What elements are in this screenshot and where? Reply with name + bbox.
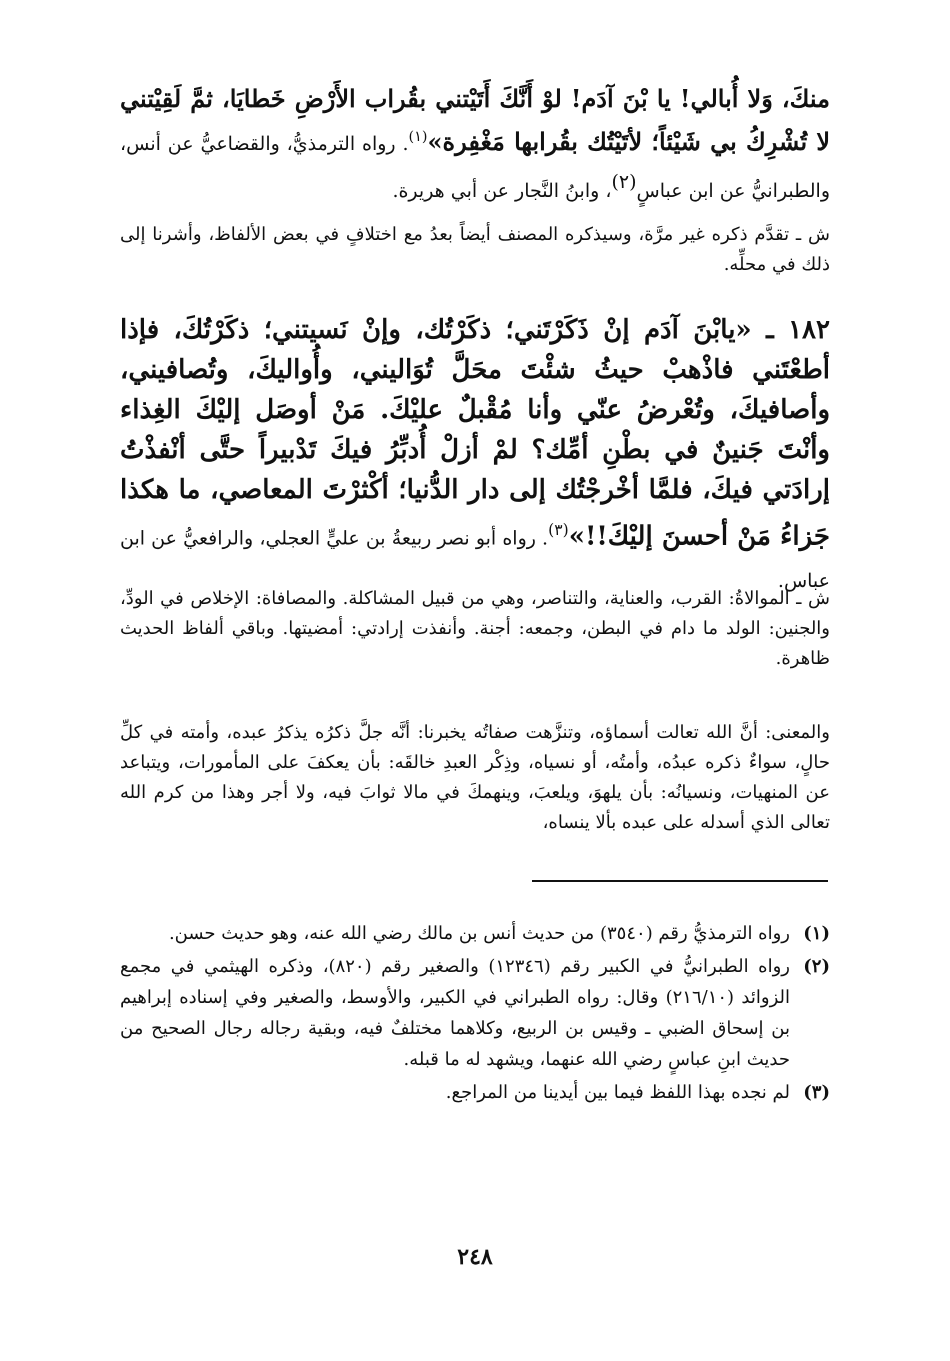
footnote-number: (٢) [803,956,830,977]
narration-text-end: ، وابنُ النَّجار عن أبي هريرة. [392,180,612,202]
footnote-text: لم نجده بهذا اللفظ فيما بين أيدينا من المراجع. [445,1082,790,1103]
page-number: ٢٤٨ [457,1244,493,1270]
footnote-text: رواه الترمذيُّ رقم (٣٥٤٠) من حديث أنس بن مالك رضي الله عنه، وهو حديث حسن. [168,923,790,944]
footnote-text: رواه الطبرانيُّ في الكبير رقم (١٢٣٤٦) والصغير رقم (٨٢٠)، وذكره الهيثمي في مجمع الزوائد (٢١٦/١٠) وقال: رواه الطبراني في الكبير، والأوسط، والصغير وفي إسناده إبراهيم بن إسحاق الضبي ـ وقيس بن الربيع، وكلاهما مختلفٌ فيه، وبقية رجاله رجال الصحيح من حديث ابنِ عباسٍ رضي الله عنهما، ويشهد له ما قبله. [120,956,790,1070]
footnote-number: (١) [803,923,830,944]
hadith-182 [120,310,830,601]
footnote-number: (٣) [803,1082,830,1103]
commentary-paragraph-1: ش ـ تقدَّم ذكره غير مرَّة، وسيذكره المصنف أيضاً بعدُ مع اختلافٍ في بعض الألفاظ، وأشرنا إلى ذلك في محلِّه. [120,224,830,275]
footnote-3 [120,1077,830,1108]
footnote-divider [532,880,828,882]
footnotes [120,918,830,1110]
commentary-paragraph-2: ش ـ الموالاةُ: القرب، والعناية، والتناصر، وهي من قبيل المشاكلة. والمصافاة: الإخلاص في الودِّ، والجنين: الولد ما دام في البطن، وجمعه: أجنة. وأنفذت إرادتي: أمضيتها. وباقي ألفاظ الحديث ظاهرة. [120,588,830,669]
narration-text: . رواه الترمذيُّ، والقضاعيُّ عن أنس، والطبرانيُّ عن ابن عباسٍ [120,133,830,202]
footnote-ref-1[interactable]: (١) [408,129,428,145]
hadith-continuation [120,80,830,210]
footnote-2 [120,951,830,1075]
hadith-text: ١٨٢ ـ «يابْنَ آدَم إنْ ذَكَرْتَني؛ ذكَرْتُك، وإنْ نَسيتني؛ ذكَرْتُكَ، فإذا أطعْتَني فاذْهبْ حيثُ شئْتَ محَلَّ تُوَاليني، وأُواليكَ، وتُصافيني، وأصافيكَ، وتُعْرضُ عنّي وأنا مُقْبلٌ عليْكَ. مَنْ أوصَل إليْكَ الغِذاء وأنْتَ جَنينٌ في بطْنِ أمِّك؟ لمْ أزلْ أُدبِّرُ فيكَ تَدْبيراً حتَّى أنْفذْتُ إرادَتي فيكَ، فلمَّا أخْرجْتُك إلى دار الدُّنيا؛ أكْثرْتَ المعاصي، ما هكذا جَزاءُ مَنْ أحسنَ إليْكَ!!» [120,315,830,552]
hadith-text: منكَ، وَلا أُبالي! يا بْنَ آدَم! لوْ أَنَّكَ أَتَيْتني بقُراب الأَرْضِ خَطايَا، ثمَّ لَقِيْتني لا تُشْرِكُ بي شَيْئاً؛ لأتَيْتُك بقُرابها مَغْفِرة» [120,84,831,156]
narration-text: . رواه أبو نصر ربيعةُ بن عليٍّ العجلي، والرافعيُّ عن ابن عباس. [120,527,830,592]
footnote-1 [120,918,830,949]
commentary-paragraph-3: والمعنى: أنَّ الله تعالت أسماؤه، وتنزَّهت صفاتُه يخبرنا: أنَّه جلَّ ذكرُه يذكرُ عبده، وأمته في كلِّ حالٍ، سواءٌ ذكره عبدُه، وأمتُه، أو نسياه، وذِكْر العبدِ خالقَه: بأن يعكفَ على المأمورات، ويتباعد عن المنهيات، ونسيانُه: بأن يلهوَ، ويلعبَ، وينهمكَ في مالا ثوابَ فيه، ولا أجر وهذا من كرم الله تعالى الذي أسدله على عبده بألا ينساه، [120,722,830,833]
footnote-ref-3[interactable]: (٣) [548,521,569,539]
footnote-ref-2[interactable]: (٢) [611,171,637,193]
